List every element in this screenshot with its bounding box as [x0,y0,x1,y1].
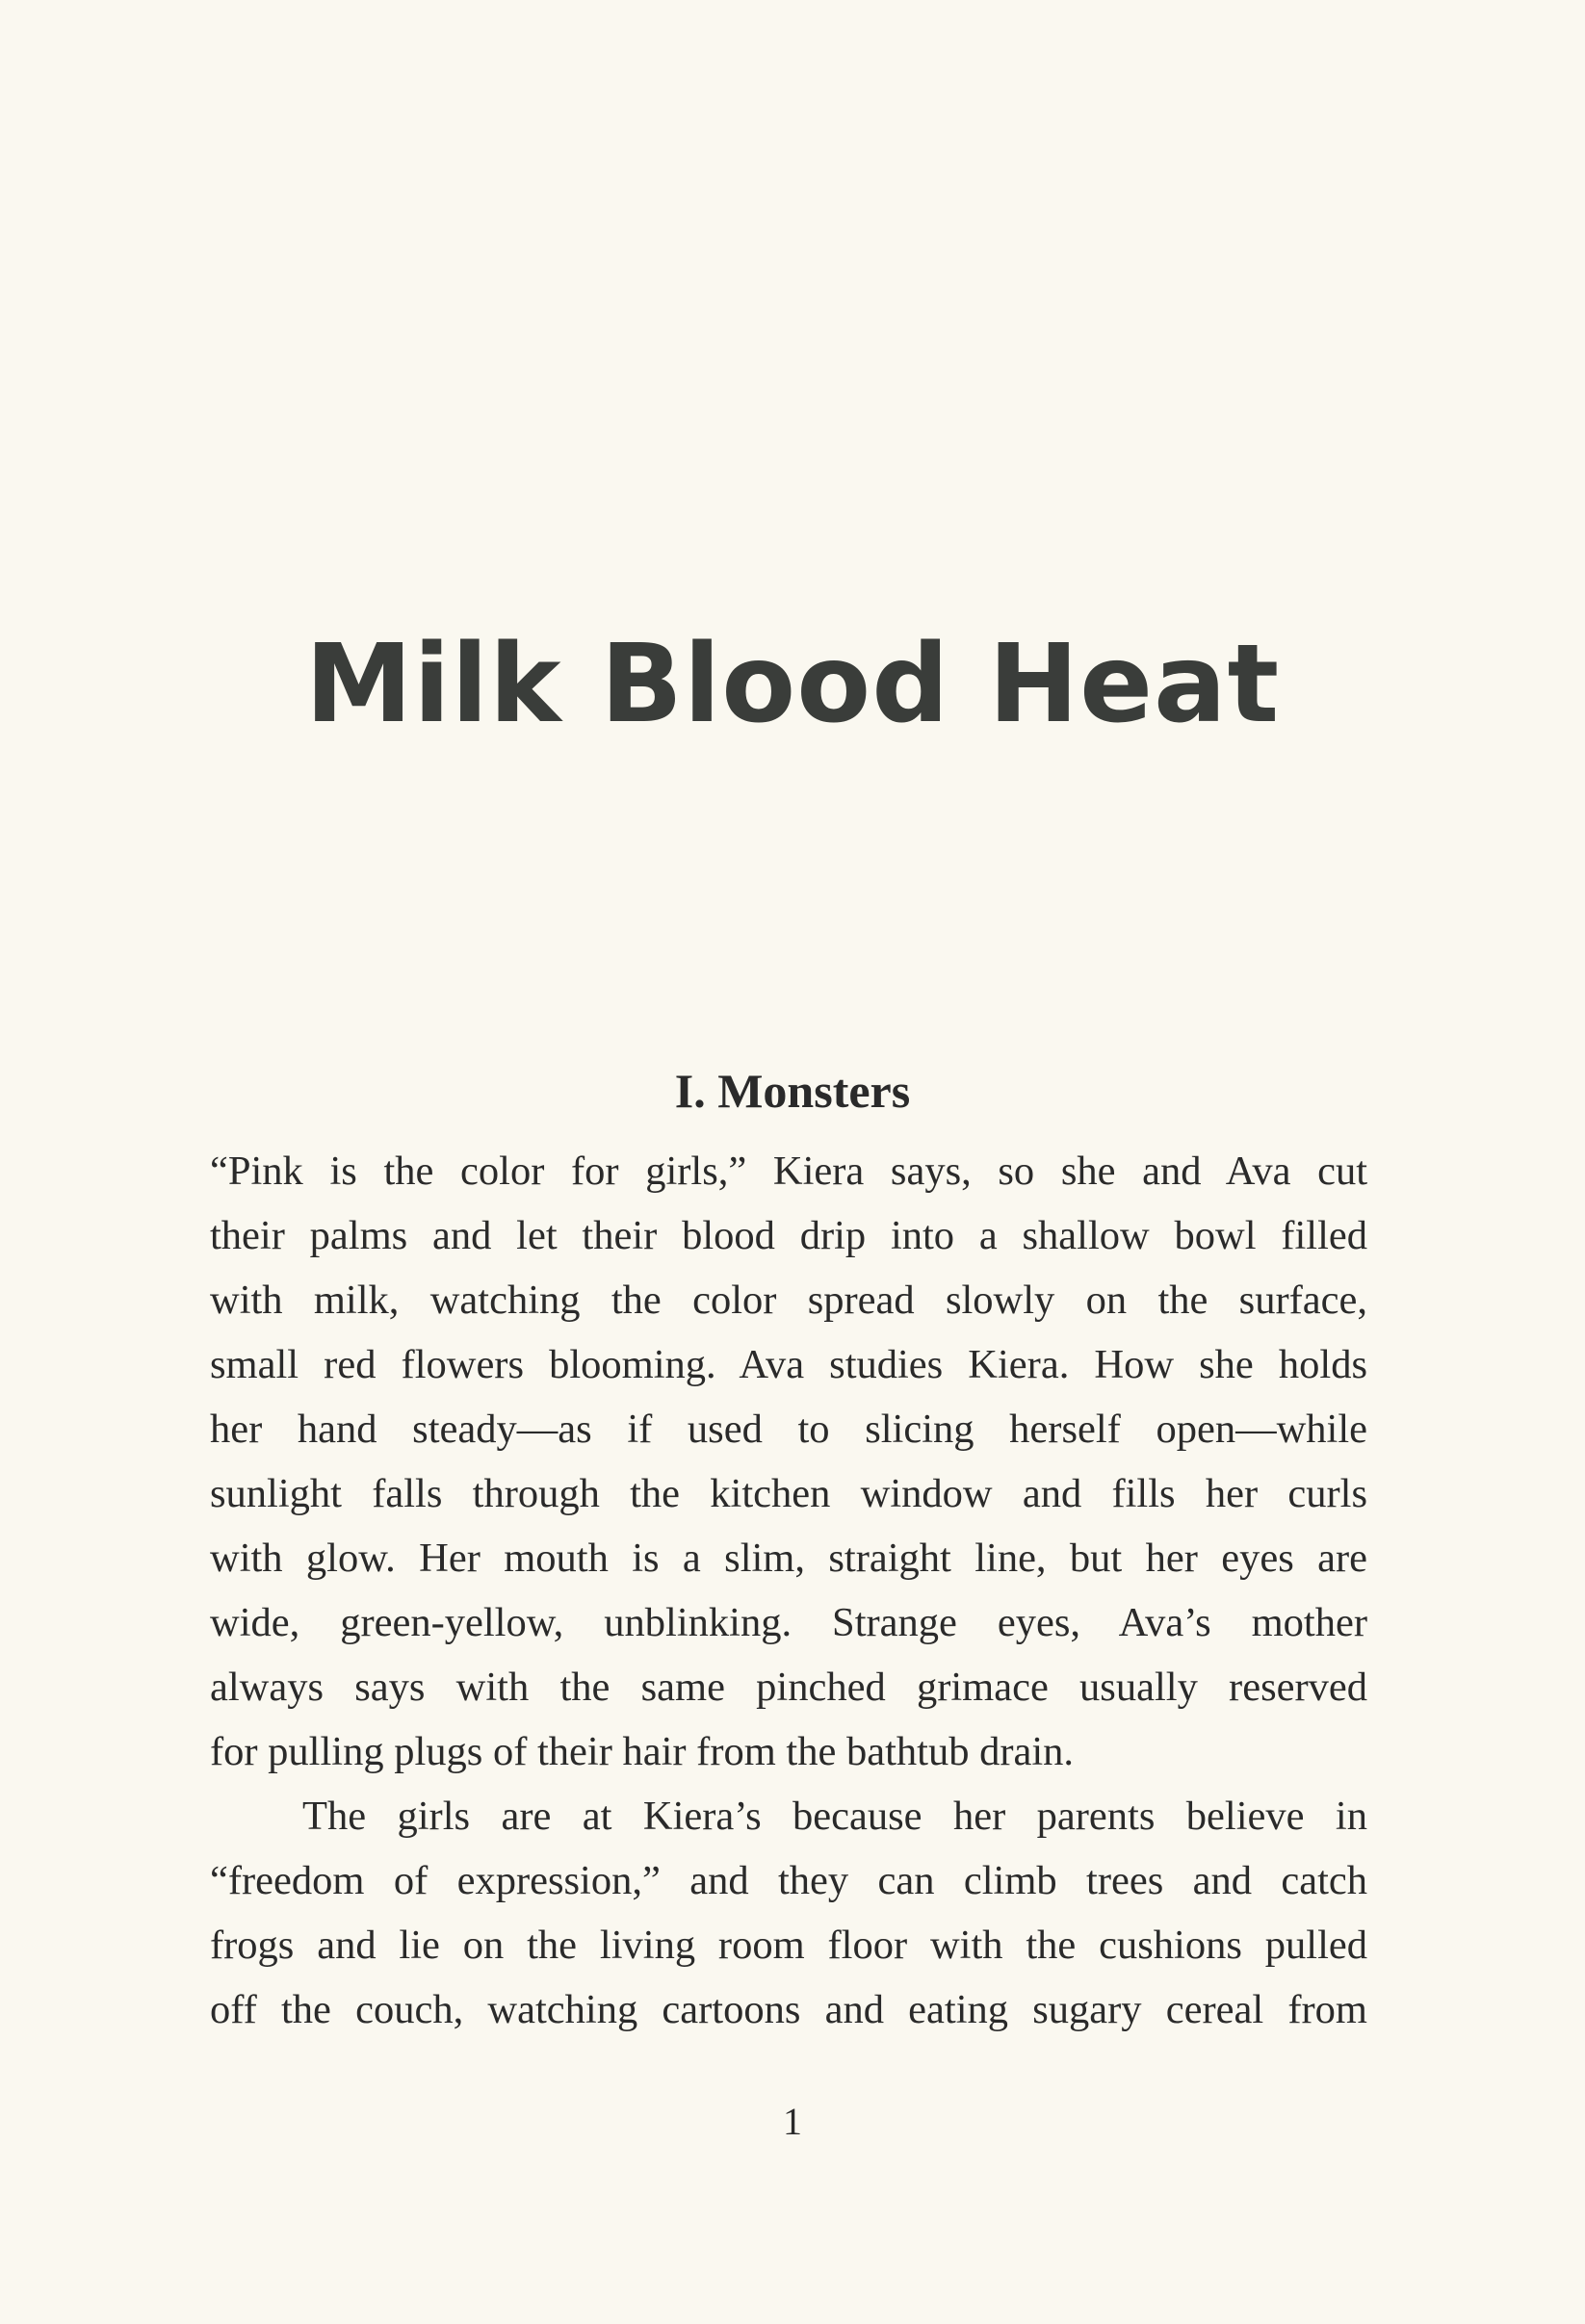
story-title: Milk Blood Heat [304,622,1281,747]
text-line: with glow. Her mouth is a slim, straight line, but her eyes are [210,1536,1367,1581]
text-line: always says with the same pinched grimace usually reserved [210,1665,1367,1710]
paragraph-1 [210,1139,1367,1784]
text-line: sunlight falls through the kitchen window and fills her curls [210,1471,1367,1516]
text-line: small red flowers blooming. Ava studies Kiera. How she holds [210,1342,1367,1387]
text-line: with milk, watching the color spread slowly on the surface, [210,1278,1367,1323]
page-number: 1 [783,2100,802,2143]
section-heading: I. Monsters [674,1064,911,1118]
text-line: off the couch, watching cartoons and eating sugary cereal from [210,1987,1367,2032]
text-line: “freedom of expression,” and they can climb trees and catch [210,1858,1367,1903]
paragraph-2 [210,1784,1367,2042]
text-line: wide, green-yellow, unblinking. Strange eyes, Ava’s mother [210,1600,1367,1645]
body-text [210,1139,1367,2042]
text-line: for pulling plugs of their hair from the bathtub drain. [210,1729,1075,1774]
text-line: her hand steady—as if used to slicing herself open—while [210,1407,1367,1452]
text-line: frogs and lie on the living room floor with the cushions pulled [210,1923,1367,1968]
text-line: The girls are at Kiera’s because her parents believe in [302,1794,1367,1839]
text-line: “Pink is the color for girls,” Kiera says, so she and Ava cut [210,1149,1367,1194]
text-line: their palms and let their blood drip into a shallow bowl filled [210,1213,1367,1258]
